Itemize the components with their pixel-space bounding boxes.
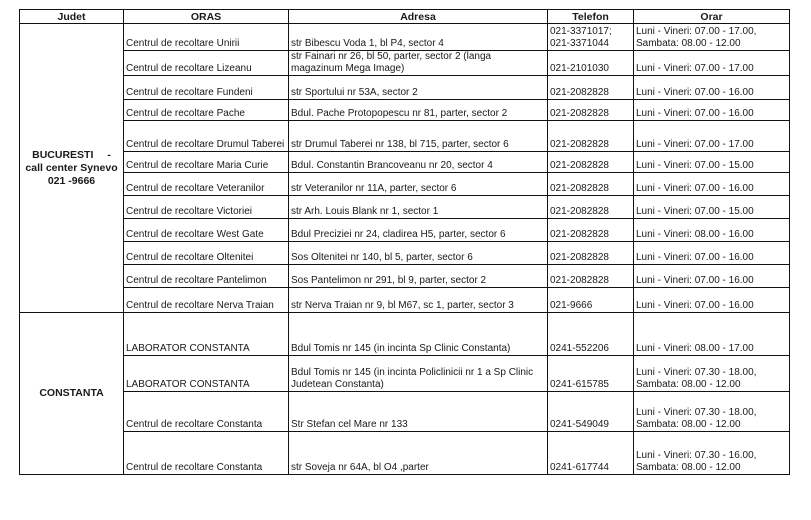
city-cell [20, 313, 124, 475]
adresa-cell: Bdul. Constantin Brancoveanu nr 20, sector 4 [289, 152, 548, 173]
telefon-cell [548, 196, 634, 219]
orar-cell [634, 242, 790, 265]
table-row [20, 242, 790, 265]
schedule-line: Luni - Vineri: 08.00 - 17.00 [636, 343, 754, 354]
telefon-cell [548, 288, 634, 313]
oras-cell: Centrul de recoltare Oltenitei [124, 242, 289, 265]
orar-cell [634, 24, 790, 51]
phone-number: 021-2082828 [550, 139, 609, 150]
adresa-cell: str Veteranilor nr 11A, parter, sector 6 [289, 173, 548, 196]
orar-cell [634, 265, 790, 288]
table-row [20, 152, 790, 173]
table-row [20, 51, 790, 76]
orar-cell [634, 313, 790, 356]
telefon-cell [548, 219, 634, 242]
telefon-cell [548, 152, 634, 173]
oras-cell: Centrul de recoltare Pantelimon [124, 265, 289, 288]
phone-number: 021-2082828 [550, 108, 609, 119]
phone-number: 021-2082828 [550, 229, 609, 240]
oras-cell: Centrul de recoltare Victoriei [124, 196, 289, 219]
orar-cell [634, 356, 790, 392]
orar-cell [634, 432, 790, 475]
table-row [20, 288, 790, 313]
schedule-line: Luni - Vineri: 07.30 - 18.00, [636, 367, 757, 378]
table-row [20, 76, 790, 100]
phone-number: 021-2082828 [550, 206, 609, 217]
adresa-cell: Sos Pantelimon nr 291, bl 9, parter, sector 2 [289, 265, 548, 288]
oras-cell: Centrul de recoltare Drumul Taberei [124, 121, 289, 152]
telefon-cell [548, 392, 634, 432]
schedule-line: Luni - Vineri: 07.30 - 16.00, [636, 450, 757, 461]
table-row [20, 392, 790, 432]
adresa-cell: Bdul Tomis nr 145 (in incinta Sp Clinic Constanta) [289, 313, 548, 356]
table-row [20, 313, 790, 356]
schedule-line: Luni - Vineri: 07.00 - 17.00, [636, 26, 757, 37]
phone-number: 0241-615785 [550, 379, 609, 390]
orar-cell [634, 196, 790, 219]
phone-number: 021-2082828 [550, 252, 609, 263]
phone-number: 021-2082828 [550, 87, 609, 98]
oras-cell: Centrul de recoltare Unirii [124, 24, 289, 51]
telefon-cell [548, 432, 634, 475]
adresa-cell: str Fainari nr 26, bl 50, parter, sector 2 (langa magazinum Mega Image) [289, 51, 548, 76]
schedule-line: Luni - Vineri: 07.00 - 17.00 [636, 63, 754, 74]
adresa-cell: str Sportului nr 53A, sector 2 [289, 76, 548, 100]
telefon-cell [548, 51, 634, 76]
table-row [20, 265, 790, 288]
oras-cell: Centrul de recoltare Maria Curie [124, 152, 289, 173]
schedule-line: Luni - Vineri: 07.00 - 16.00 [636, 300, 754, 311]
table-row [20, 219, 790, 242]
table-row [20, 196, 790, 219]
header-telefon: Telefon [548, 10, 634, 24]
orar-cell [634, 173, 790, 196]
adresa-cell: str Bibescu Voda 1, bl P4, sector 4 [289, 24, 548, 51]
schedule-line: Luni - Vineri: 07.00 - 15.00 [636, 160, 754, 171]
adresa-cell: Sos Oltenitei nr 140, bl 5, parter, sector 6 [289, 242, 548, 265]
city-name: BUCURESTI [32, 148, 94, 161]
schedule-line: Luni - Vineri: 07.00 - 16.00 [636, 275, 754, 286]
phone-number: 0241-549049 [550, 419, 609, 430]
oras-cell: Centrul de recoltare Lizeanu [124, 51, 289, 76]
orar-cell [634, 51, 790, 76]
schedule-line: Luni - Vineri: 07.00 - 15.00 [636, 206, 754, 217]
telefon-cell [548, 100, 634, 121]
schedule-line: Luni - Vineri: 07.00 - 16.00 [636, 108, 754, 119]
telefon-cell [548, 356, 634, 392]
table-row [20, 356, 790, 392]
telefon-cell [548, 76, 634, 100]
oras-cell: Centrul de recoltare Pache [124, 100, 289, 121]
orar-cell [634, 121, 790, 152]
header-judet: Judet [20, 10, 124, 24]
telefon-cell [548, 121, 634, 152]
schedule-line: Sambata: 08.00 - 12.00 [636, 38, 741, 49]
phone-number: 0241-617744 [550, 462, 609, 473]
schedule-line: Sambata: 08.00 - 12.00 [636, 419, 741, 430]
phone-number: 021-9666 [550, 300, 593, 311]
oras-cell: Centrul de recoltare Fundeni [124, 76, 289, 100]
phone-number: 021-3371017; [550, 26, 612, 37]
header-oras: ORAS [124, 10, 289, 24]
orar-cell [634, 152, 790, 173]
orar-cell [634, 392, 790, 432]
telefon-cell [548, 173, 634, 196]
city-cell [20, 24, 124, 313]
phone-number: 021-3371044 [550, 38, 609, 49]
adresa-cell: str Sovejа nr 64A, bl O4 ,parter [289, 432, 548, 475]
adresa-cell: Str Stefan cel Mare nr 133 [289, 392, 548, 432]
schedule-line: Sambata: 08.00 - 12.00 [636, 379, 741, 390]
adresa-cell: str Nerva Traian nr 9, bl M67, sc 1, parter, sector 3 [289, 288, 548, 313]
city-line: 021 -9666 [47, 174, 96, 187]
orar-cell [634, 219, 790, 242]
schedule-line: Luni - Vineri: 07.00 - 16.00 [636, 252, 754, 263]
telefon-cell [548, 313, 634, 356]
phone-number: 021-2082828 [550, 183, 609, 194]
telefon-cell [548, 24, 634, 51]
orar-cell [634, 288, 790, 313]
city-name: CONSTANTA [39, 387, 104, 399]
oras-cell: Centrul de recoltare Constanta [124, 392, 289, 432]
adresa-cell: str Drumul Taberei nr 138, bl 715, parter, sector 6 [289, 121, 548, 152]
header-orar: Orar [634, 10, 790, 24]
phone-number: 021-2082828 [550, 160, 609, 171]
table-row [20, 100, 790, 121]
schedule-line: Luni - Vineri: 07.00 - 17.00 [636, 139, 754, 150]
oras-cell: LABORATOR CONSTANTA [124, 313, 289, 356]
centers-table [19, 9, 790, 475]
telefon-cell [548, 242, 634, 265]
header-row [20, 10, 790, 24]
adresa-cell: Bdul Preciziei nr 24, cladirea H5, parter, sector 6 [289, 219, 548, 242]
schedule-line: Luni - Vineri: 07.00 - 16.00 [636, 183, 754, 194]
city-line: call center Synevo [25, 161, 118, 174]
adresa-cell: str Arh. Louis Blank nr 1, sector 1 [289, 196, 548, 219]
telefon-cell [548, 265, 634, 288]
phone-number: 0241-552206 [550, 343, 609, 354]
table-row [20, 121, 790, 152]
table-row [20, 173, 790, 196]
city-dash: - [107, 148, 111, 161]
oras-cell: Centrul de recoltare West Gate [124, 219, 289, 242]
schedule-line: Sambata: 08.00 - 12.00 [636, 462, 741, 473]
orar-cell [634, 100, 790, 121]
adresa-cell: Bdul. Pache Protopopescu nr 81, parter, sector 2 [289, 100, 548, 121]
adresa-cell: Bdul Tomis nr 145 (in incinta Policlinicii nr 1 a Sp Clinic Judetean Constanta) [289, 356, 548, 392]
table-row [20, 432, 790, 475]
oras-cell: Centrul de recoltare Constanta [124, 432, 289, 475]
orar-cell [634, 76, 790, 100]
oras-cell: Centrul de recoltare Veteranilor [124, 173, 289, 196]
phone-number: 021-2082828 [550, 275, 609, 286]
header-adresa: Adresa [289, 10, 548, 24]
schedule-line: Luni - Vineri: 07.00 - 16.00 [636, 87, 754, 98]
phone-number: 021-2101030 [550, 63, 609, 74]
schedule-line: Luni - Vineri: 08.00 - 16.00 [636, 229, 754, 240]
oras-cell: LABORATOR CONSTANTA [124, 356, 289, 392]
schedule-line: Luni - Vineri: 07.30 - 18.00, [636, 407, 757, 418]
oras-cell: Centrul de recoltare Nerva Traian [124, 288, 289, 313]
table-row [20, 24, 790, 51]
